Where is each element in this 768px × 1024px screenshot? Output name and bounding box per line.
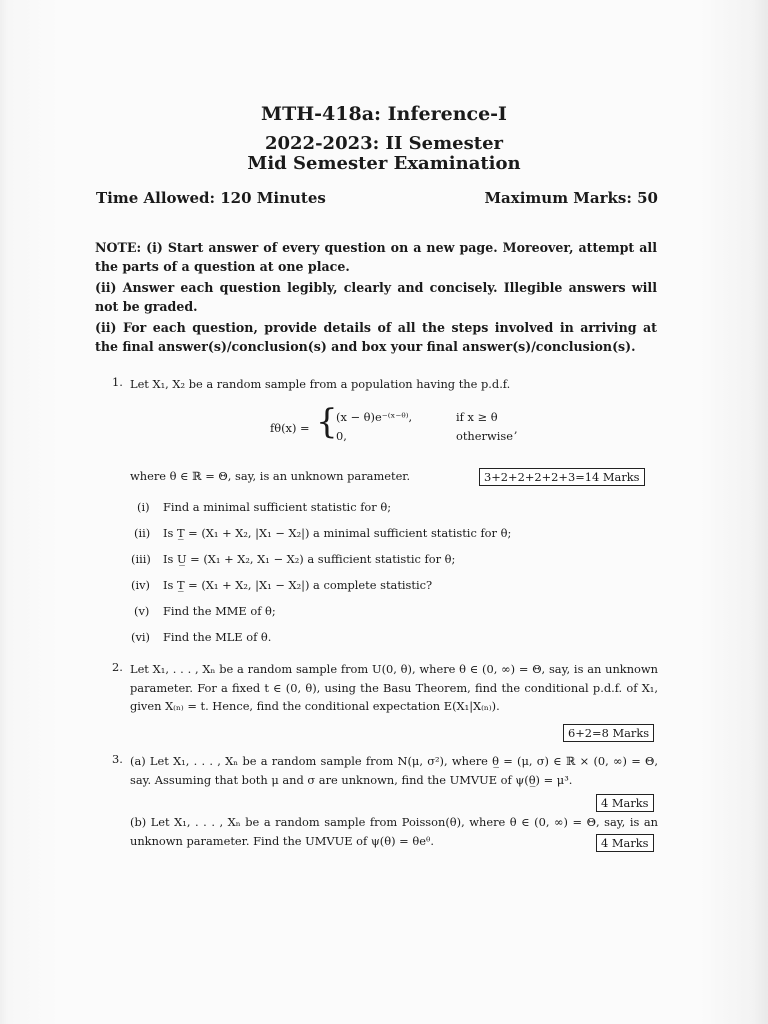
q1-part-label: (v) — [134, 604, 150, 618]
q1-part-text: Is U̲ = (X₁ + X₂, X₁ − X₂) a sufficient statistic for θ; — [163, 552, 456, 566]
course-title: MTH-418a: Inference-I — [261, 103, 507, 125]
q1-part-text: Find the MME of θ; — [163, 604, 276, 618]
q1-part-label: (i) — [137, 500, 150, 514]
pdf-lhs: fθ(x) = — [270, 421, 310, 435]
session-title: 2022-2023: II Semester — [264, 133, 504, 154]
exam-title: Mid Semester Examination — [247, 153, 521, 174]
q1-part-2 — [131, 524, 511, 542]
maximum-marks: Maximum Marks: 50 — [484, 189, 658, 207]
question-2-marks: 6+2=8 Marks — [563, 724, 654, 742]
note-line-1: NOTE: (i) Start answer of every question on a new page. Moreover, attempt all the parts of a question at one place. — [95, 240, 657, 274]
question-3b-text: (b) Let X₁, . . . , Xₙ be a random sample from Poisson(θ), where θ ∈ (0, ∞) = Θ, say, is an unknown parameter. Find the UMVUE of ψ(θ) = θeᶿ. — [130, 815, 658, 848]
pdf-case-2-cond: otherwise — [456, 429, 513, 443]
pdf-case-1-expr: (x − θ)e⁻⁽ˣ⁻ᶿ⁾, — [336, 410, 413, 424]
pdf-case-2-expr: 0, — [336, 429, 347, 443]
q1-part-label: (ii) — [134, 526, 151, 540]
question-3a-marks: 4 Marks — [596, 794, 654, 812]
q1-part-label: (vi) — [131, 630, 150, 644]
pdf-case-1-cond: if x ≥ θ — [456, 410, 498, 424]
q1-part-4 — [131, 576, 432, 594]
q1-part-6 — [131, 628, 271, 646]
question-3a-text: (a) Let X₁, . . . , Xₙ be a random sample from N(μ, σ²), where θ̲ = (μ, σ) ∈ ℝ × (0, ∞) = Θ, say. Assuming that both μ and σ are unknown, find the UMVUE of ψ(θ̲) = μ³. — [130, 754, 658, 787]
q1-part-text: Find a minimal sufficient statistic for θ; — [163, 500, 392, 514]
question-2-text: Let X₁, . . . , Xₙ be a random sample from U(0, θ), where θ ∈ (0, ∞) = Θ, say, is an unknown parameter. For a fixed t ∈ (0, θ), using the Basu Theorem, find the conditional p.d.f. of X₁, given X₍ₙ₎ = t. Hence, find the conditional expectation E(X₁|X₍ₙ₎). — [130, 662, 658, 713]
q1-part-3 — [131, 550, 455, 568]
question-3a-marks-wrap — [596, 792, 654, 812]
time-allowed: Time Allowed: 120 Minutes — [96, 189, 326, 207]
q1-part-text: Is T̲ = (X₁ + X₂, |X₁ − X₂|) a minimal sufficient statistic for θ; — [163, 526, 512, 540]
note-line-2: (ii) Answer each question legibly, clearly and concisely. Illegible answers will not be graded. — [95, 280, 657, 314]
pdf-brace: { — [316, 402, 338, 442]
question-2-number: 2. — [112, 660, 123, 674]
question-1-where: where θ ∈ ℝ = Θ, say, is an unknown parameter. — [130, 469, 411, 483]
question-1-intro: Let X₁, X₂ be a random sample from a population having the p.d.f. — [130, 377, 511, 391]
question-2-marks-wrap — [563, 722, 654, 742]
q1-part-label: (iv) — [131, 578, 150, 592]
question-3b-marks-wrap — [596, 832, 654, 852]
q1-part-5 — [131, 602, 276, 620]
question-1-marks-wrap — [479, 466, 645, 486]
question-3-number: 3. — [112, 752, 123, 766]
question-1-number: 1. — [112, 375, 123, 389]
q1-part-label: (iii) — [131, 552, 151, 566]
question-1-marks: 3+2+2+2+2+3=14 Marks — [479, 468, 645, 486]
question-3b-marks: 4 Marks — [596, 834, 654, 852]
q1-part-text: Is T̲ = (X₁ + X₂, |X₁ − X₂|) a complete statistic? — [163, 578, 433, 592]
q1-part-1 — [131, 498, 391, 516]
note-line-3: (ii) For each question, provide details of all the steps involved in arriving at the final answer(s)/conclusion(s) and box your final answer(s)/conclusion(s). — [95, 320, 657, 354]
q1-part-text: Find the MLE of θ. — [163, 630, 272, 644]
pdf-trailing-comma: , — [514, 422, 518, 436]
